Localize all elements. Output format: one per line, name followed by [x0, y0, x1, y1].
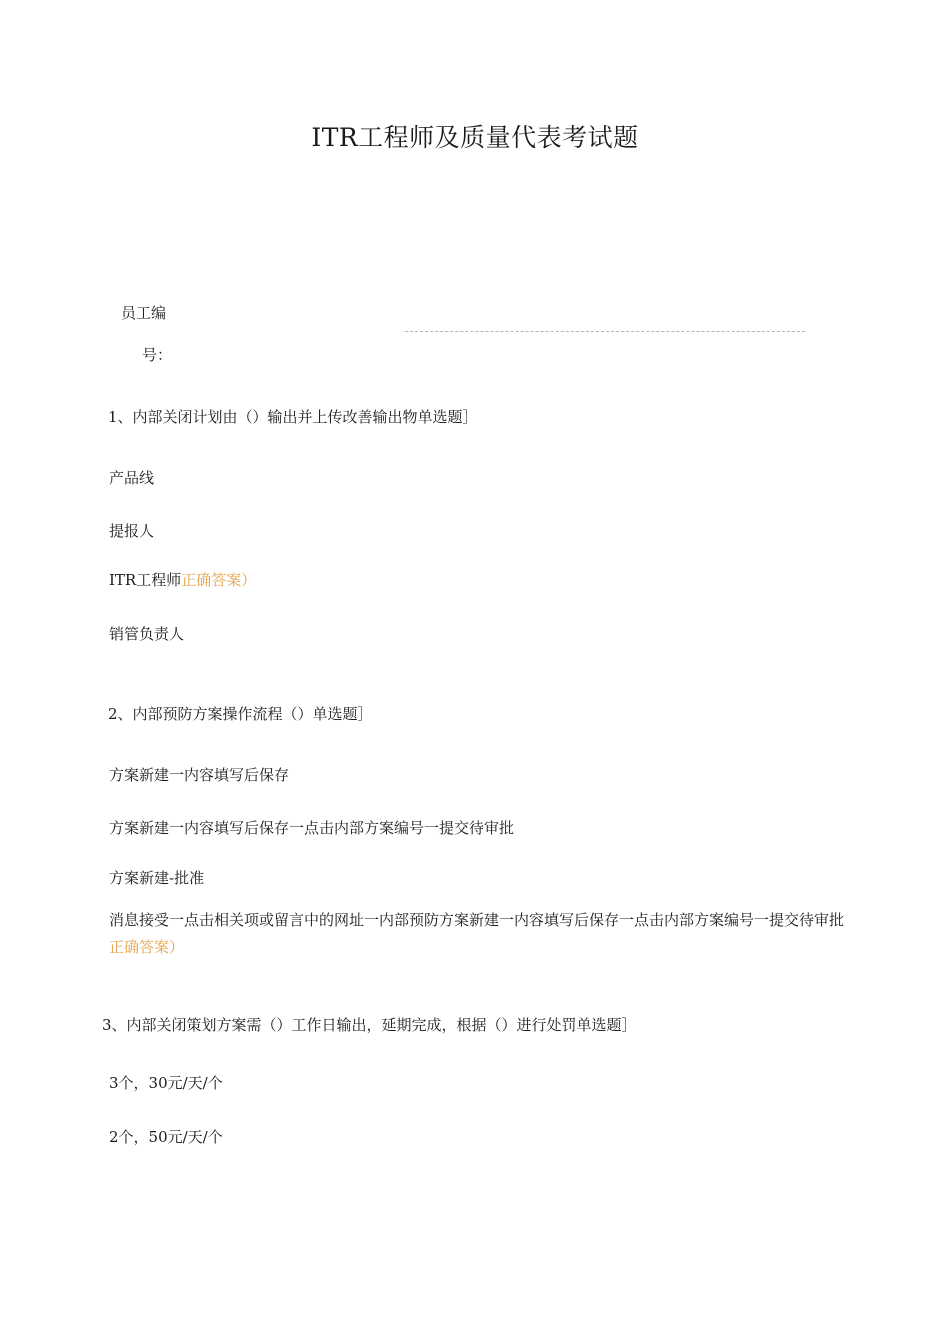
- q3-option-b: 2个，50元/天/个: [109, 1128, 223, 1146]
- q3-option-a: 3个，30元/天/个: [109, 1074, 223, 1092]
- q2-option-d-text: 消息接受一点击相关项或留言中的网址一内部预防方案新建一内容填写后保存一点击内部方案编号一提交待审批: [109, 911, 845, 929]
- q1-option-c: [109, 569, 256, 590]
- employee-id-fill-line: [405, 331, 805, 332]
- employee-id-label-cont: 号：: [142, 346, 173, 364]
- q2-option-b: 方案新建一内容填写后保存一点击内部方案编号一提交待审批: [109, 819, 515, 837]
- q2-correct-answer-marker: 正确答案）: [109, 938, 185, 956]
- question-3: 3、内部关闭策划方案需（）工作日输出，延期完成，根据（）进行处罚单选题］: [102, 1016, 637, 1034]
- q1-option-d: 销管负责人: [109, 625, 185, 643]
- q2-option-c: 方案新建-批准: [109, 869, 205, 887]
- employee-id-label: 员工编: [121, 304, 167, 322]
- q1-correct-answer-marker: 正确答案）: [181, 571, 257, 589]
- q1-option-a: 产品线: [109, 469, 155, 487]
- q1-option-c-text: ITR工程师: [109, 571, 182, 589]
- q2-option-d: [109, 907, 854, 961]
- page-title: ITR工程师及质量代表考试题: [311, 123, 639, 152]
- question-2: 2、内部预防方案操作流程（）单选题］: [108, 705, 373, 723]
- q1-option-b: 提报人: [109, 522, 155, 540]
- question-1: 1、内部关闭计划由（）输出并上传改善输出物单选题］: [108, 408, 478, 426]
- q2-option-a: 方案新建一内容填写后保存: [109, 766, 290, 784]
